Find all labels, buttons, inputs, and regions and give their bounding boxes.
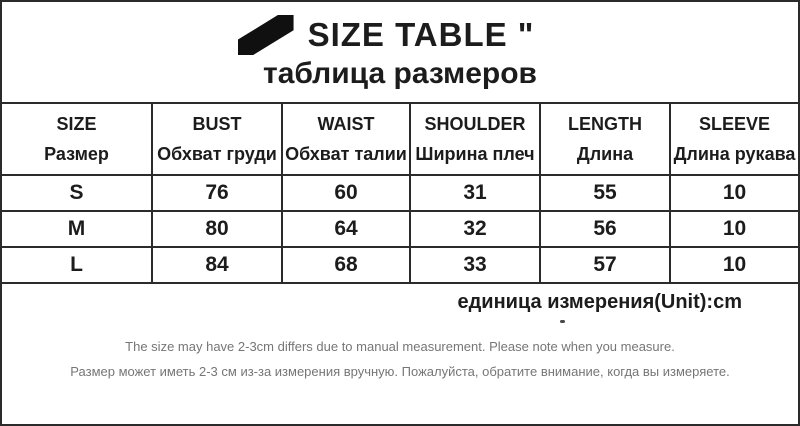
cell-bust-s: 76 [152,175,282,211]
title-row [238,15,535,55]
page-subtitle: таблица размеров [263,57,537,90]
cell-waist-m: 64 [282,211,410,247]
footnote-en: The size may have 2-3cm differs due to manual measurement. Please note when you measure. [125,339,675,354]
column-header-sleeve [670,104,798,175]
cell-shoulder-l: 33 [410,247,540,282]
cell-waist-s: 60 [282,175,410,211]
table-row-l [2,247,798,282]
cell-size-m: M [2,211,152,247]
column-header-waist-en: WAIST [317,114,375,134]
cell-size-s: S [2,175,152,211]
footnote [2,334,798,384]
title-block [2,2,798,104]
column-header-waist-ru: Обхват талии [285,144,407,164]
unit-note: единица измерения(Unit):cm [457,291,742,313]
cell-sleeve-l: 10 [670,247,798,282]
table-row-s [2,175,798,211]
cell-shoulder-s: 31 [410,175,540,211]
marker-stroke-icon [238,15,294,55]
page-title: SIZE TABLE " [307,16,535,53]
cell-size-l: L [2,247,152,282]
column-header-length-ru: Длина [576,144,634,164]
column-header-sleeve-ru: Длина рукава [673,144,796,164]
column-header-size-en: SIZE [56,114,97,134]
column-header-waist [282,104,410,175]
cell-bust-m: 80 [152,211,282,247]
header-row [2,104,798,175]
column-header-bust-en: BUST [192,114,242,134]
bottom-block [2,282,798,424]
cell-length-s: 55 [540,175,670,211]
column-header-shoulder-ru: Ширина плеч [415,144,535,164]
cell-shoulder-m: 32 [410,211,540,247]
table-row-m [2,211,798,247]
cell-bust-l: 84 [152,247,282,282]
cell-sleeve-s: 10 [670,175,798,211]
cell-length-m: 56 [540,211,670,247]
column-header-size [2,104,152,175]
column-header-length [540,104,670,175]
column-header-size-ru: Размер [44,144,109,164]
column-header-bust-ru: Обхват груди [157,144,277,164]
column-header-shoulder [410,104,540,175]
stray-dot [560,320,565,323]
cell-sleeve-m: 10 [670,211,798,247]
column-header-length-en: LENGTH [568,114,642,134]
footnote-ru: Размер может иметь 2-3 см из-за измерения вручную. Пожалуйста, обратите внимание, когда вы измеряете. [70,364,730,379]
cell-waist-l: 68 [282,247,410,282]
cell-length-l: 57 [540,247,670,282]
column-header-sleeve-en: SLEEVE [698,114,771,134]
column-header-shoulder-en: SHOULDER [424,114,526,134]
size-table [2,104,798,282]
column-header-bust [152,104,282,175]
